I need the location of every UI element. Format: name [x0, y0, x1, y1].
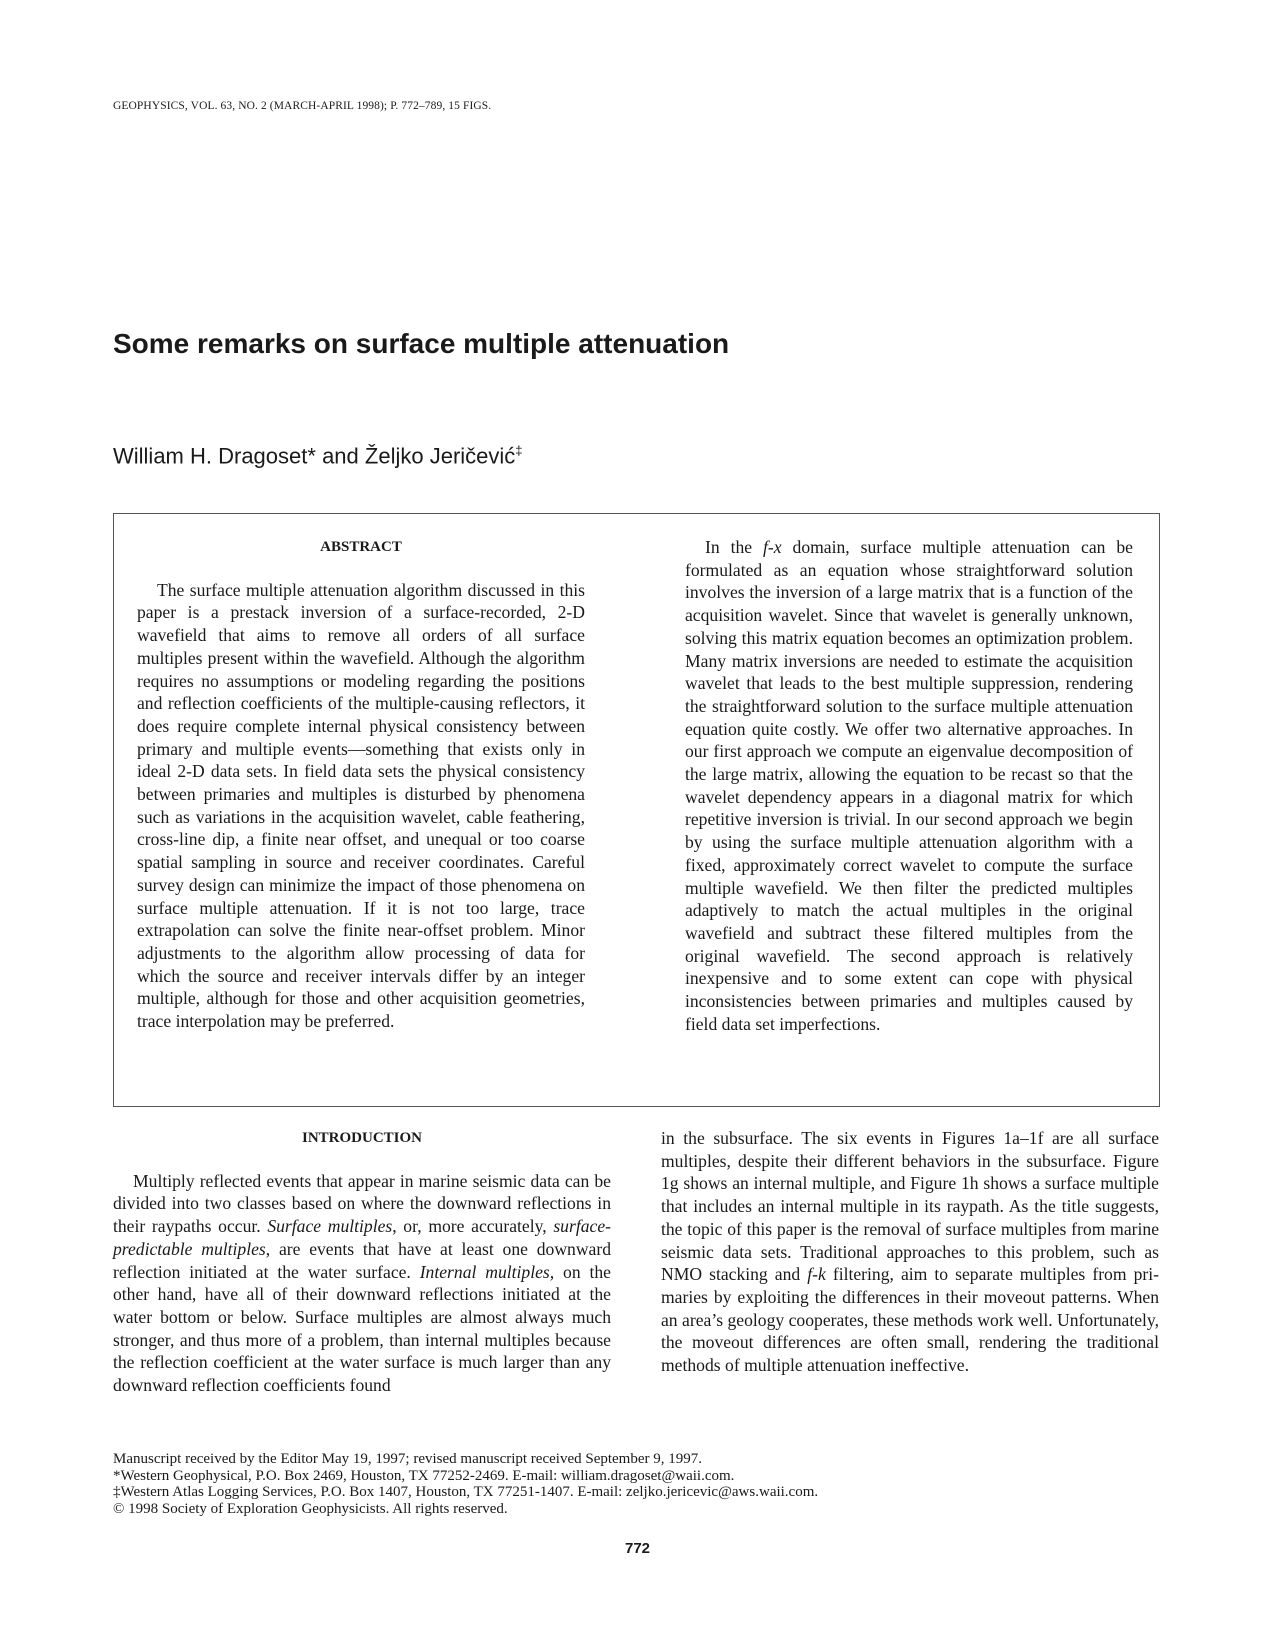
intro-italic-1: Surface multiples — [267, 1216, 393, 1237]
intro-text-4: on the other hand, have all of their downward reflections initiated at the water bottom or below. Surface multiples are almost always much stronger, and thus more of a problem, than internal multiples because the reflection coefficient at the water surface is much larger than any downward reflection coefficients found — [113, 1261, 611, 1396]
introduction-paragraph-1-continued — [661, 1127, 1159, 1377]
footnote-copyright: © 1998 Society of Exploration Geophysicists. All rights reserved. — [113, 1500, 508, 1517]
introduction-heading: INTRODUCTION — [301, 1130, 422, 1146]
running-head: GEOPHYSICS, VOL. 63, NO. 2 (MARCH-APRIL 1998); P. 772–789, 15 FIGS. — [113, 100, 492, 112]
footnote-received: Manuscript received by the Editor May 19, 1997; revised manuscript received September 9, 1997. — [113, 1451, 702, 1467]
author-line — [113, 443, 523, 469]
introduction-left-column — [113, 1127, 611, 1397]
footnotes — [113, 1451, 1163, 1517]
abstract-p2-text-a: In the — [705, 537, 764, 557]
abstract-paragraph-2 — [685, 536, 1133, 1035]
introduction-paragraph-1 — [113, 1170, 611, 1397]
paper-title: Some remarks on surface multiple attenuation — [113, 328, 730, 359]
intro-italic-2: surface-predictable multiples — [113, 1216, 611, 1259]
abstract-right-column — [685, 536, 1133, 1035]
footnote-affiliation-2: ‡Western Atlas Logging Services, P.O. Box 1407, Houston, TX 77251-1407. E-mail: zeljko.jericevic@aws.waii.com. — [113, 1484, 819, 1500]
intro-text-1: Multiply reflected events that appear in marine seismic data can be divided into two classes based on where the downward reflections in their raypaths occur. — [113, 1170, 611, 1237]
intro-right-text-2: filtering, aim to separate multiples from primaries by exploiting the differences in their moveout patterns. When an area’s geology cooperates, these methods work well. Unfortunately, the moveout differences are often small, rendering the traditional methods of multiple attenuation ineffective. — [661, 1264, 1159, 1376]
intro-right-text-1: in the subsurface. The six events in Figures 1a–1f are all surface multiples, despite their different behaviors in the subsurface. Figure 1g shows an internal multiple, and Figure 1h shows a surface multiple that includes an internal multiple in its raypath. As the title suggests, the topic of this paper is the removal of surface multiples from marine seismic data sets. Traditional approaches to this problem, such as NMO stacking and — [661, 1128, 1159, 1285]
author-1: William H. Dragoset — [113, 443, 308, 469]
intro-right-italic-1: f-k — [807, 1264, 826, 1285]
page-number: 772 — [624, 1540, 651, 1557]
abstract-p2-italic: f-x — [763, 537, 782, 557]
abstract-heading: ABSTRACT — [320, 539, 402, 555]
abstract-paragraph-1: The surface multiple attenuation algorithm discussed in this paper is a prestack inversion of a surface-recorded, 2-D wavefield that aims to remove all orders of all surface multiples present within the wavefield. Although the algorithm requires no assumptions or modeling regarding the positions and reflection coefficients of the multiple-causing reflectors, it does require complete internal physical consistency between primary and multiple events—something that exists only in ideal 2-D data sets. In field data sets the physical consistency between primaries and multiples is disturbed by phenomena such as variations in the acquisition wavelet, cable feathering, cross-line dip, a finite near offset, and unequal or too coarse spatial sampling in source and receiver coordinates. Careful survey design can minimize the impact of those phenomena on surface multiple attenuation. If it is not too large, trace extrapolation can solve the finite near-offset problem. Minor adjustments to the algorithm allow processing of data for which the source and receiver intervals differ by an integer multiple, although for those and other acquisition geometries, trace interpolation may be preferred. — [137, 579, 585, 1032]
abstract-box — [113, 513, 1160, 1107]
intro-text-3: , are events that have at least one downward reflection initiated at the water surface. — [113, 1238, 611, 1282]
author-2-mark: ‡ — [515, 443, 523, 458]
footnote-affiliation-1: *Western Geophysical, P.O. Box 2469, Houston, TX 77252-2469. E-mail: william.dragoset@waii.com. — [113, 1467, 735, 1484]
author-1-mark: * — [307, 443, 316, 469]
intro-text-2: , or, more accurately, — [392, 1216, 554, 1237]
intro-italic-3: Internal multiples, — [419, 1261, 555, 1282]
abstract-p2-text-b: domain, surface multiple attenuation can be formulated as an equation whose straightforward solution involves the inversion of a large matrix that is a function of the acquisition wavelet. Since that wavelet is generally unknown, solving this matrix equation becomes an optimization problem. Many matrix inversions are needed to estimate the acquisition wavelet that leads to the best multiple suppression, rendering the straightforward solution to the surface multiple attenuation equation quite costly. We offer two alternative approaches. In our first approach we compute an eigenvalue decomposition of the large matrix, allowing the equation to be recast so that the wavelet dependency appears in a diagonal matrix for which repetitive inversion is trivial. In our second approach we begin by using the surface multiple attenuation algorithm with a fixed, approximately correct wavelet to compute the surface multiple wavefield. We then filter the predicted multiples adaptively to match the actual multiples in the original wavefield and subtract these filtered multiples from the original wavefield. The second approach is relatively inexpensive and to some extent can cope with physical inconsistencies between primaries and multiples caused by field data set imperfections. — [685, 537, 1133, 1034]
introduction-right-column — [661, 1127, 1159, 1377]
author-conjunction: and — [322, 443, 359, 469]
author-2: Željko Jeričević — [364, 443, 516, 469]
abstract-left-column — [137, 536, 585, 1033]
